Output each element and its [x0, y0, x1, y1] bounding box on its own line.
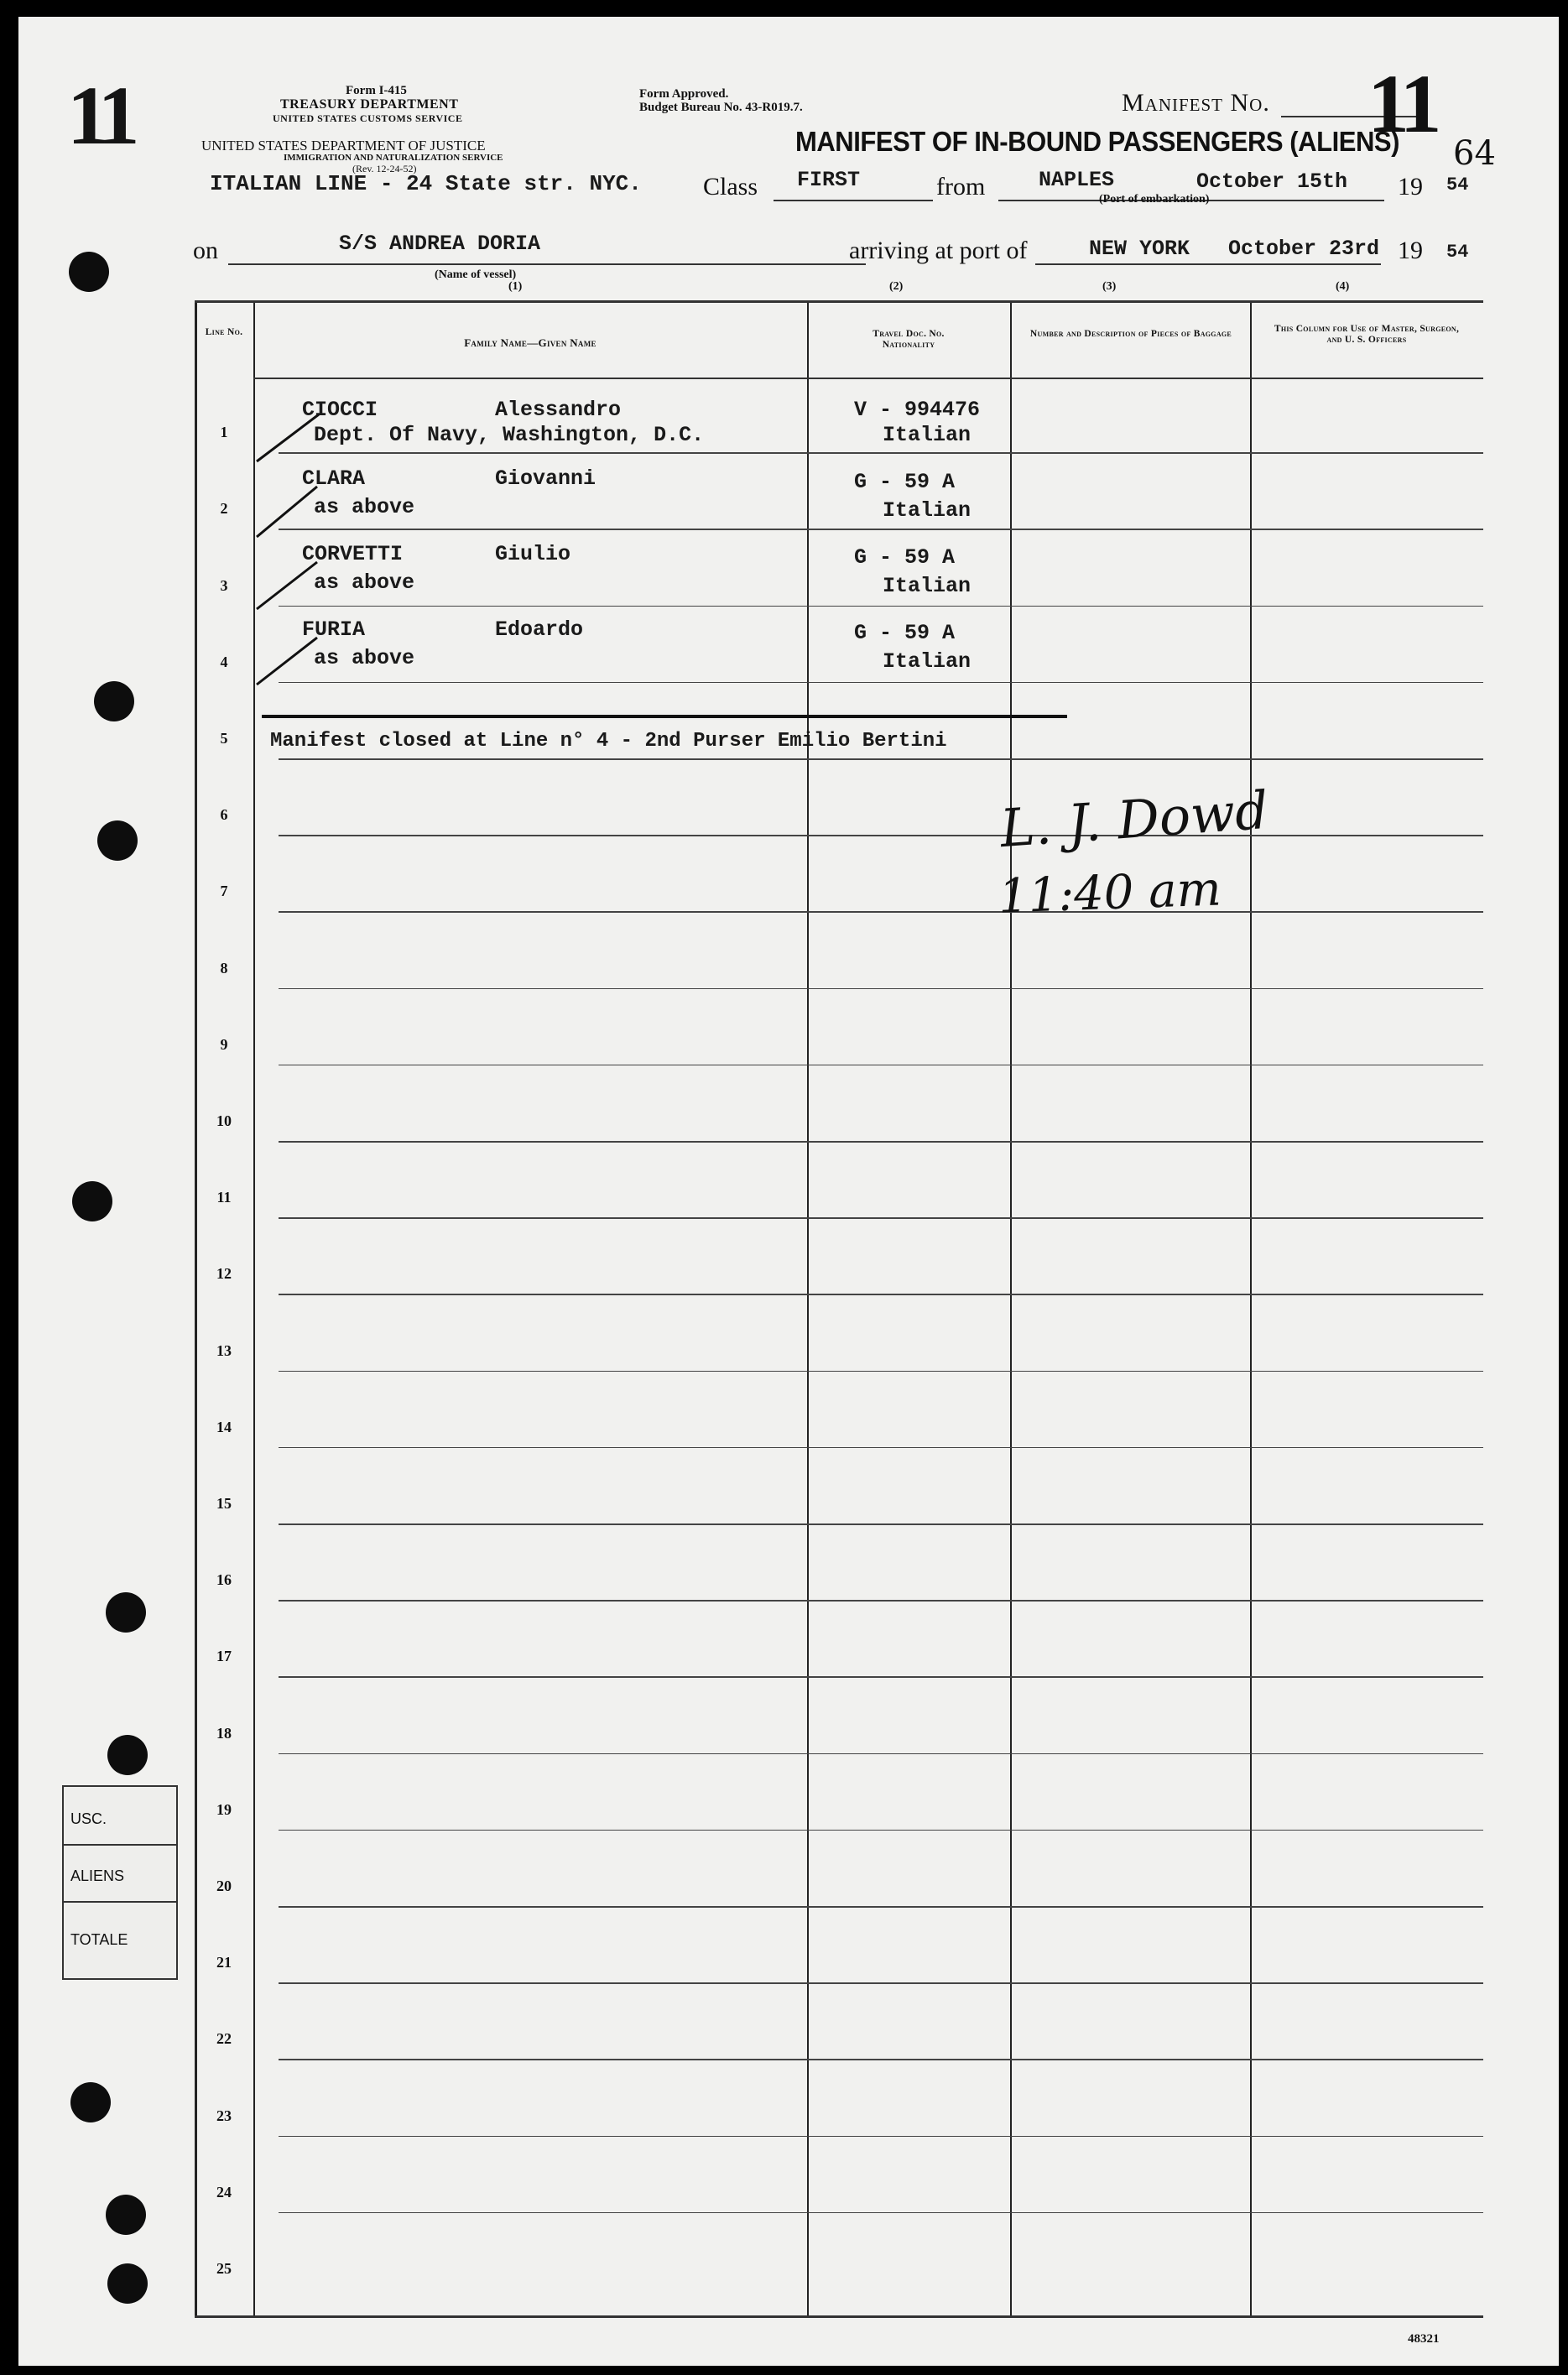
punch-hole	[107, 2263, 148, 2304]
row-rule	[279, 2212, 1483, 2214]
customs-service: UNITED STATES CUSTOMS SERVICE	[273, 112, 463, 124]
arrival-year: 54	[1446, 242, 1469, 263]
handwritten-signature: L. J. Dowd	[998, 779, 1271, 860]
given-name: Alessandro	[495, 398, 622, 422]
stamp-aliens: ALIENS	[70, 1867, 125, 1884]
ins-service: IMMIGRATION AND NATURALIZATION SERVICE	[284, 153, 503, 163]
arrival-port: NEW YORK	[1089, 237, 1190, 261]
line-number: 21	[216, 1954, 232, 1971]
form-approved: Form Approved.	[639, 87, 729, 101]
travel-doc-no: G - 59 A	[854, 545, 956, 570]
table-border-left	[195, 300, 197, 2315]
manifest-no-label: Manifest No.	[1122, 89, 1270, 117]
col-num-1: (1)	[508, 280, 523, 293]
row-rule	[279, 988, 1483, 990]
form-number: Form I-415	[346, 84, 407, 97]
passenger-note: as above	[314, 495, 415, 519]
count-stamp	[62, 1785, 178, 1980]
class-value: FIRST	[797, 168, 861, 192]
line-number: 23	[216, 2107, 232, 2124]
line-number: 20	[216, 1878, 232, 1894]
embarkation-port: NAPLES	[1039, 168, 1115, 192]
nationality: Italian	[883, 649, 972, 674]
manifest-title: MANIFEST OF IN-BOUND PASSENGERS (ALIENS)	[795, 126, 1399, 157]
table-top-border	[195, 300, 1483, 303]
passenger-note: as above	[314, 570, 415, 595]
line-number: 19	[216, 1800, 232, 1818]
line-number: 10	[216, 1112, 232, 1129]
footer-code: 48321	[1408, 2332, 1440, 2346]
line-number: 11	[216, 1189, 232, 1206]
closing-rule	[262, 715, 1067, 718]
header-officers: This Column for Use of Master, Surgeon, and U. S. Officers	[1274, 324, 1460, 345]
line-number: 5	[220, 730, 228, 747]
row-rule	[279, 911, 1483, 913]
handwritten-time: 11:40 am	[997, 862, 1222, 924]
arrival-rule	[1035, 263, 1381, 265]
table-bottom-border	[195, 2315, 1483, 2318]
revision-date: (Rev. 12-24-52)	[352, 163, 417, 174]
stamp-total: TOTALE	[70, 1931, 128, 1948]
check-marks	[245, 394, 346, 696]
check-mark	[257, 414, 319, 461]
line-number: 8	[220, 959, 228, 977]
col-divider-2	[807, 300, 809, 2315]
line-number: 17	[216, 1648, 232, 1665]
line-number: 3	[220, 576, 228, 594]
arrival-year-prefix: 19	[1398, 237, 1423, 264]
punch-hole	[107, 1735, 148, 1775]
shipping-agent: ITALIAN LINE - 24 State str. NYC.	[210, 171, 642, 196]
closing-note: Manifest closed at Line n° 4 - 2nd Purser Emilio Bertini	[270, 730, 947, 753]
from-label: from	[936, 173, 986, 201]
manifest-no-value: 11	[1367, 57, 1437, 150]
row-rule	[279, 452, 1483, 454]
row-rule	[279, 835, 1483, 836]
departure-year: 54	[1446, 174, 1469, 195]
line-number: 25	[216, 2260, 232, 2277]
punch-hole	[97, 820, 138, 861]
nationality: Italian	[883, 574, 972, 598]
line-number: 24	[216, 2183, 232, 2201]
row-rule	[279, 1982, 1483, 1984]
punch-hole	[106, 1592, 146, 1633]
given-name: Giulio	[495, 542, 571, 566]
vessel-name: S/S ANDREA DORIA	[339, 232, 541, 256]
nationality: Italian	[883, 498, 972, 523]
row-rule	[279, 2059, 1483, 2060]
punch-hole	[69, 252, 109, 292]
row-rule	[279, 2136, 1483, 2138]
family-name: FURIA	[302, 617, 366, 642]
travel-doc-no: V - 994476	[854, 398, 981, 422]
line-number: 22	[216, 2030, 232, 2048]
check-mark	[257, 638, 317, 685]
row-rule	[279, 1600, 1483, 1602]
table-header-rule	[253, 378, 1483, 379]
line-number: 4	[220, 653, 228, 670]
on-label: on	[193, 237, 218, 264]
line-number: 6	[220, 806, 228, 824]
row-rule	[279, 1523, 1483, 1525]
port-caption: (Port of embarkation)	[1099, 193, 1210, 206]
page-annotation: 64	[1453, 134, 1496, 173]
row-rule	[279, 1065, 1483, 1066]
travel-doc-no: G - 59 A	[854, 470, 956, 494]
class-label: Class	[703, 173, 758, 201]
header-line-no: Line No.	[205, 327, 243, 337]
col-divider-3	[1010, 300, 1012, 2315]
row-rule	[279, 529, 1483, 530]
stamp-rule	[64, 1844, 176, 1846]
line-number: 9	[220, 1035, 228, 1053]
justice-dept: UNITED STATES DEPARTMENT OF JUSTICE	[201, 138, 486, 154]
line-number: 7	[220, 883, 228, 900]
row-rule	[279, 1447, 1483, 1449]
nationality: Italian	[883, 423, 972, 447]
vessel-rule	[228, 263, 866, 265]
line-number: 1	[220, 424, 228, 441]
given-name: Edoardo	[495, 617, 584, 642]
col-divider-4	[1250, 300, 1252, 2315]
col-num-2: (2)	[889, 280, 904, 293]
given-name: Giovanni	[495, 466, 596, 491]
departure-year-prefix: 19	[1398, 173, 1423, 201]
passenger-note: as above	[314, 646, 415, 670]
family-name: CIOCCI	[302, 398, 378, 422]
col-num-3: (3)	[1102, 280, 1117, 293]
arriving-label: arriving at port of	[849, 237, 1028, 264]
row-rule	[279, 1830, 1483, 1831]
row-rule	[279, 1676, 1483, 1678]
line-number: 16	[216, 1571, 232, 1589]
check-mark	[257, 562, 317, 609]
row-rule	[279, 1371, 1483, 1372]
line-number: 13	[216, 1341, 232, 1359]
row-rule	[279, 1217, 1483, 1219]
header-travel-doc: Travel Doc. No. Nationality	[873, 329, 945, 350]
row-rule	[279, 1906, 1483, 1908]
row-rule	[279, 758, 1483, 760]
punch-hole	[106, 2195, 146, 2235]
vessel-caption: (Name of vessel)	[435, 268, 517, 281]
budget-bureau: Budget Bureau No. 43-R019.7.	[639, 101, 803, 114]
stamp-usc: USC.	[70, 1810, 107, 1827]
col-num-4: (4)	[1336, 280, 1350, 293]
line-number: 14	[216, 1418, 232, 1435]
passenger-note: Dept. Of Navy, Washington, D.C.	[314, 423, 705, 447]
line-number: 15	[216, 1495, 232, 1512]
stamp-rule	[64, 1901, 176, 1903]
row-rule	[279, 1141, 1483, 1143]
line-number: 18	[216, 1724, 232, 1742]
header-baggage: Number and Description of Pieces of Baggage	[1029, 329, 1232, 339]
travel-doc-no: G - 59 A	[854, 621, 956, 645]
row-rule	[279, 1294, 1483, 1295]
treasury-dept: TREASURY DEPARTMENT	[280, 97, 459, 112]
class-rule	[774, 200, 933, 201]
punch-hole	[70, 2082, 111, 2122]
row-rule	[279, 606, 1483, 607]
line-number: 12	[216, 1265, 232, 1283]
departure-date: October 15th	[1196, 169, 1348, 194]
punch-hole	[94, 681, 134, 721]
arrival-date: October 23rd	[1228, 237, 1380, 261]
family-name: CLARA	[302, 466, 366, 491]
punch-hole	[72, 1181, 112, 1221]
row-rule	[279, 1753, 1483, 1755]
manifest-page	[18, 17, 1559, 2366]
family-name: CORVETTI	[302, 542, 404, 566]
line-number: 2	[220, 500, 228, 518]
row-rule	[279, 682, 1483, 684]
check-mark	[257, 487, 317, 537]
header-family-name: Family Name—Given Name	[464, 336, 596, 349]
corner-number: 11	[67, 69, 133, 162]
